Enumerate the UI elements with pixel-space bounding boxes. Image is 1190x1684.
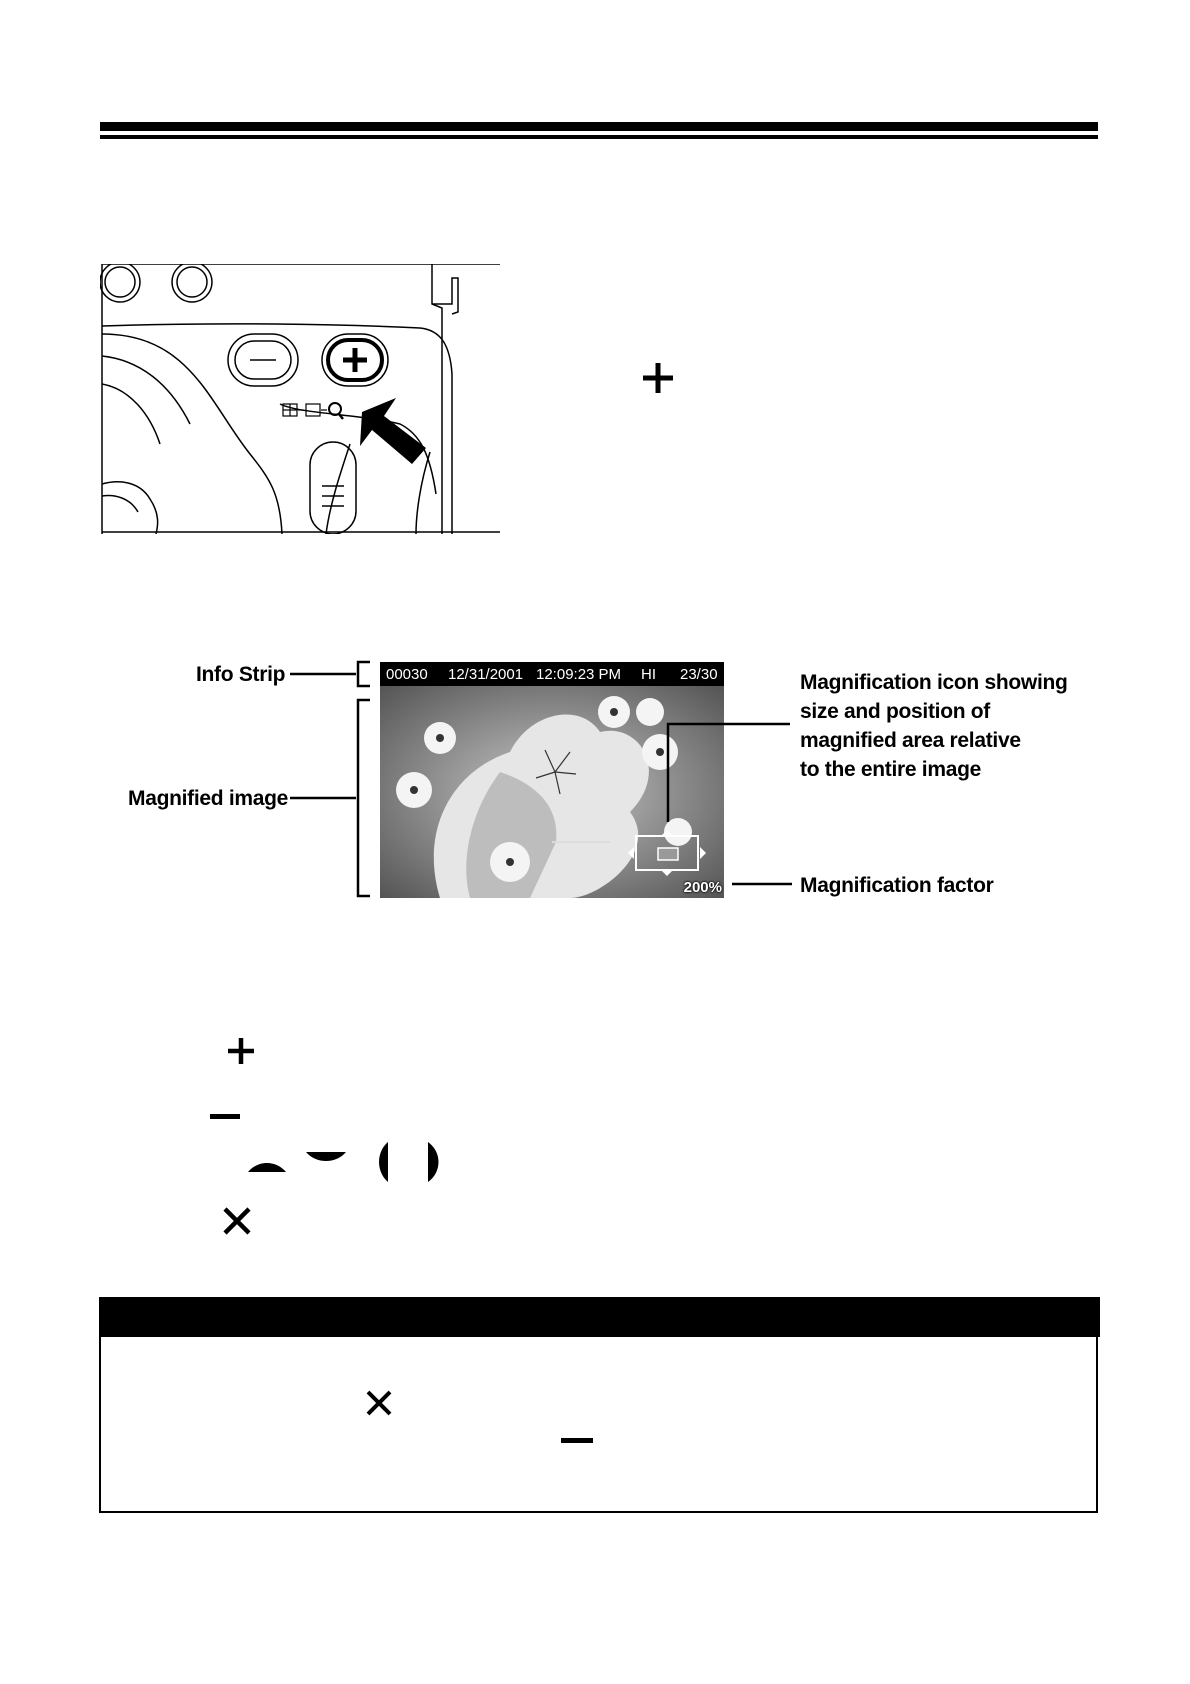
image-count: 23/30 [680,666,718,683]
label-icon-line1: Magnification icon showing [800,671,1068,694]
label-icon-line2: size and position of [800,700,991,723]
plus-icon [226,1036,256,1066]
arrow-keys-icon [248,1142,448,1182]
down-arrow-icon [306,1152,346,1161]
note-box [99,1297,1098,1513]
date: 12/31/2001 [448,666,524,683]
up-arrow-icon [248,1163,286,1172]
note-minus-icon [561,1436,595,1446]
minus-icon [210,1112,242,1122]
right-arrow-icon [428,1142,439,1182]
cancel-x-icon [222,1206,252,1236]
frame-number: 00030 [386,666,428,683]
label-magnification-factor: Magnification factor [800,874,994,897]
magnification-factor: 200% [683,879,722,896]
left-arrow-icon [379,1142,388,1182]
label-info-strip: Info Strip [196,663,286,686]
quality: HI [641,666,656,683]
label-icon-line4: to the entire image [800,758,982,781]
label-magnified-image: Magnified image [128,787,289,810]
label-icon-line3: magnified area relative [800,729,1021,752]
note-x-icon [365,1389,393,1417]
note-header-bar [99,1297,1100,1337]
time: 12:09:23 PM [536,666,622,683]
